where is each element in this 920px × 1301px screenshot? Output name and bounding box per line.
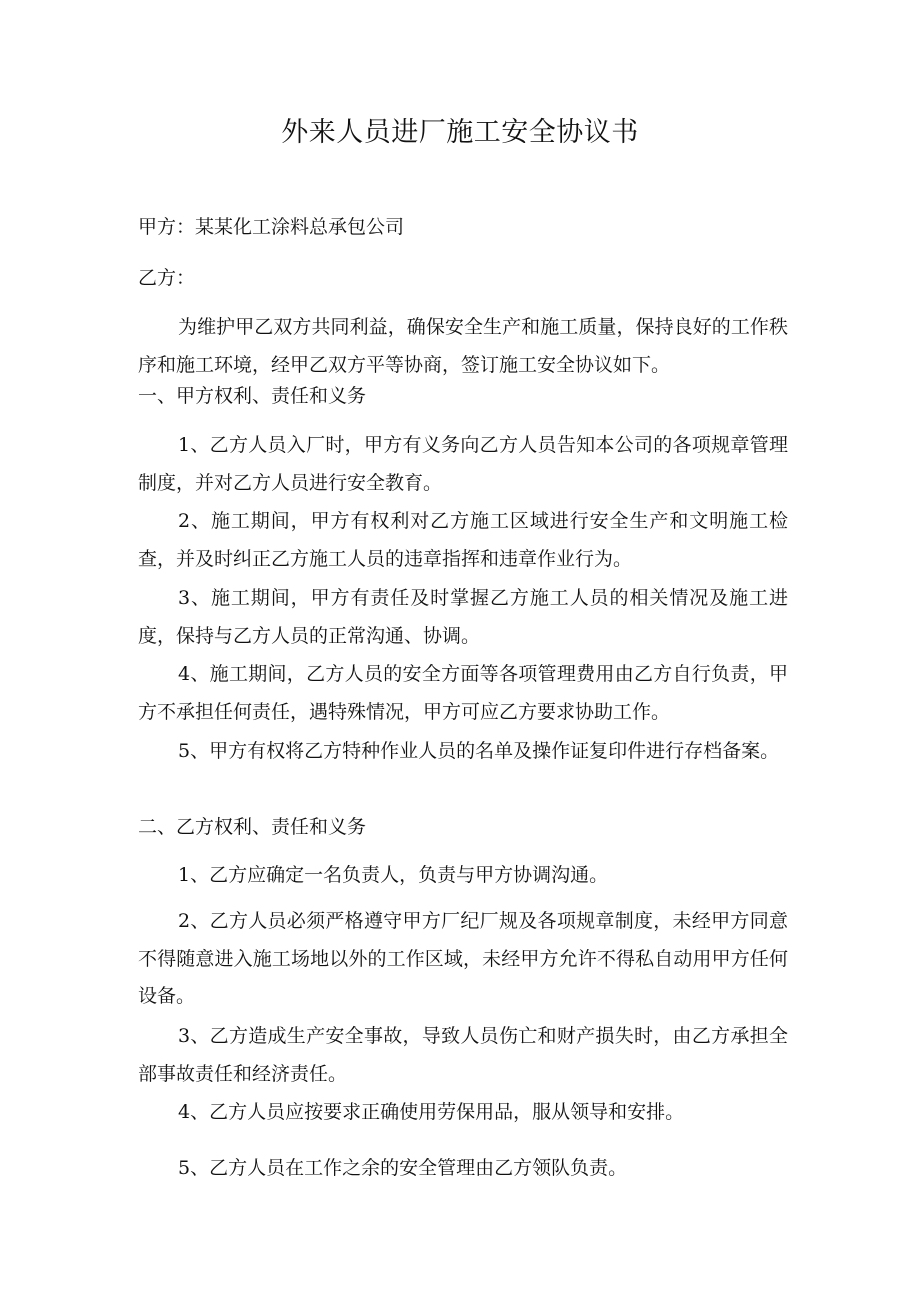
section-2-item-5: 5、乙方人员在工作之余的安全管理由乙方领队负责。 [178,1157,628,1179]
section-1-item-4: 4、施工期间，乙方人员的安全方面等各项管理费用由乙方自行负责，甲方不承担任何责任，遇特殊情况，甲方可应乙方要求协助工作。 [138,663,788,723]
intro-paragraph: 为维护甲乙双方共同利益，确保安全生产和施工质量，保持良好的工作秩序和施工环境，经甲乙双方平等协商，签订施工安全协议如下。 [138,316,788,376]
document-title: 外来人员进厂施工安全协议书 [281,117,639,148]
section-1-item-2: 2、施工期间，甲方有权利对乙方施工区域进行安全生产和文明施工检查，并及时纠正乙方施工人员的违章指挥和违章作业行为。 [138,510,788,570]
section-2-item-3: 3、乙方造成生产安全事故，导致人员伤亡和财产损失时，由乙方承担全部事故责任和经济责任。 [138,1025,788,1085]
section-2-item-1: 1、乙方应确定一名负责人，负责与甲方协调沟通。 [178,864,609,886]
party-a-line: 甲方：某某化工涂料总承包公司 [138,216,405,238]
section-2-item-4: 4、乙方人员应按要求正确使用劳保用品，服从领导和安排。 [178,1101,685,1123]
section-1-item-1: 1、乙方人员入厂时，甲方有义务向乙方人员告知本公司的各项规章管理制度，并对乙方人员进行安全教育。 [138,434,788,494]
party-b-line: 乙方： [138,267,196,289]
section-2-heading: 二、乙方权利、责任和义务 [138,816,367,838]
section-1-item-3: 3、施工期间，甲方有责任及时掌握乙方施工人员的相关情况及施工进度，保持与乙方人员的正常沟通、协调。 [138,587,788,647]
section-2-item-2: 2、乙方人员必须严格遵守甲方厂纪厂规及各项规章制度，未经甲方同意不得随意进入施工场地以外的工作区域，未经甲方允许不得私自动用甲方任何设备。 [138,910,788,1007]
section-1-item-5: 5、甲方有权将乙方特种作业人员的名单及操作证复印件进行存档备案。 [178,740,780,762]
section-1-heading: 一、甲方权利、责任和义务 [138,385,367,407]
